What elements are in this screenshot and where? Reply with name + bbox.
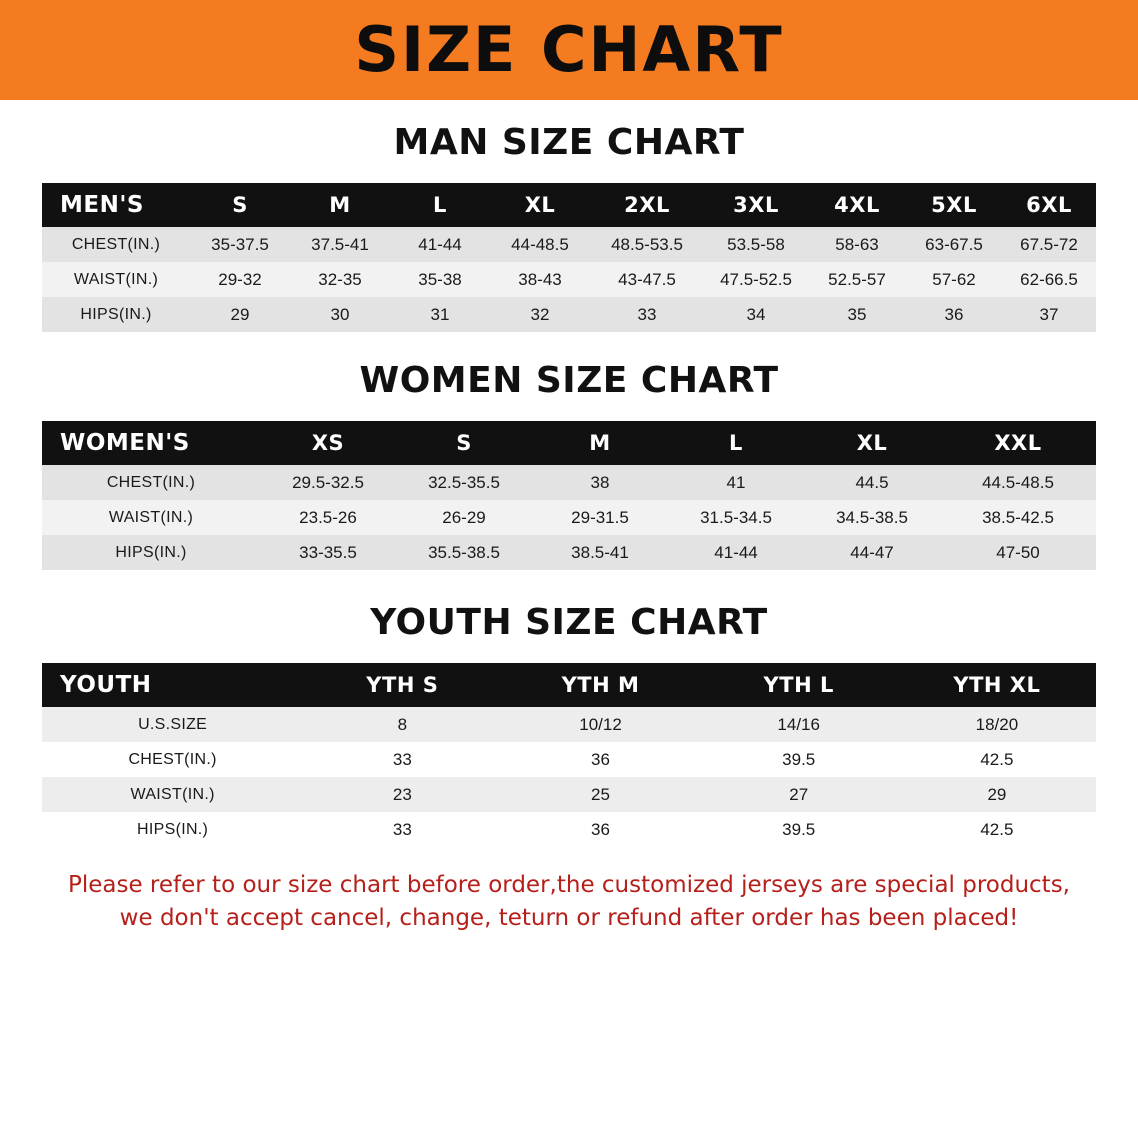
table-cell: 41-44 (668, 535, 804, 570)
table-cell: 33-35.5 (260, 535, 396, 570)
row-label: HIPS(IN.) (42, 812, 303, 847)
table-cell: 44.5 (804, 465, 940, 500)
table-cell: 39.5 (700, 812, 898, 847)
women-header-cell: S (456, 431, 472, 455)
table-cell: 33 (303, 812, 501, 847)
banner-title: SIZE CHART (354, 13, 784, 86)
youth-size-table (42, 663, 1096, 847)
youth-header-cell: YTH L (763, 673, 834, 697)
youth-header-row (42, 663, 1096, 707)
table-cell: 18/20 (898, 707, 1096, 742)
table-cell: 62-66.5 (1002, 262, 1096, 297)
table-cell: 44-48.5 (490, 227, 590, 262)
table-cell: 31.5-34.5 (668, 500, 804, 535)
table-cell: 39.5 (700, 742, 898, 777)
table-cell: 48.5-53.5 (590, 227, 704, 262)
table-cell: 41 (668, 465, 804, 500)
row-label: WAIST(IN.) (42, 777, 303, 812)
table-row (42, 227, 1096, 262)
man-table-wrap (42, 183, 1096, 332)
table-cell: 29.5-32.5 (260, 465, 396, 500)
row-label: CHEST(IN.) (42, 465, 260, 500)
man-header-cell: 6XL (1026, 193, 1072, 217)
row-label: CHEST(IN.) (42, 742, 303, 777)
table-cell: 23.5-26 (260, 500, 396, 535)
table-row (42, 465, 1096, 500)
youth-header-cell: YOUTH (60, 672, 152, 698)
row-label: U.S.SIZE (42, 707, 303, 742)
women-header-cell: M (589, 431, 611, 455)
row-label: WAIST(IN.) (42, 500, 260, 535)
table-cell: 23 (303, 777, 501, 812)
table-cell: 30 (290, 297, 390, 332)
table-cell: 34 (704, 297, 808, 332)
table-cell: 14/16 (700, 707, 898, 742)
youth-table-wrap (42, 663, 1096, 847)
man-header-cell: 3XL (733, 193, 779, 217)
table-cell: 47.5-52.5 (704, 262, 808, 297)
youth-section-heading: YOUTH SIZE CHART (370, 602, 768, 643)
table-row (42, 262, 1096, 297)
table-cell: 38.5-41 (532, 535, 668, 570)
man-header-row (42, 183, 1096, 227)
table-cell: 32.5-35.5 (396, 465, 532, 500)
table-cell: 29 (898, 777, 1096, 812)
table-cell: 35-37.5 (190, 227, 290, 262)
women-header-cell: WOMEN'S (60, 430, 190, 456)
table-cell: 42.5 (898, 742, 1096, 777)
table-cell: 32 (490, 297, 590, 332)
table-cell: 29 (190, 297, 290, 332)
table-cell: 58-63 (808, 227, 906, 262)
man-header-cell: S (232, 193, 248, 217)
women-header-cell: XL (856, 431, 888, 455)
man-header-cell: XL (524, 193, 556, 217)
table-cell: 38-43 (490, 262, 590, 297)
table-cell: 53.5-58 (704, 227, 808, 262)
table-row (42, 500, 1096, 535)
table-cell: 35 (808, 297, 906, 332)
table-cell: 44-47 (804, 535, 940, 570)
table-cell: 31 (390, 297, 490, 332)
table-cell: 57-62 (906, 262, 1002, 297)
women-header-cell: XS (311, 431, 345, 455)
row-label: HIPS(IN.) (42, 297, 190, 332)
table-cell: 37.5-41 (290, 227, 390, 262)
youth-header-cell: YTH S (366, 673, 439, 697)
table-row (42, 707, 1096, 742)
man-header-cell: M (329, 193, 351, 217)
man-header-cell: MEN'S (60, 192, 144, 218)
women-header-cell: XXL (994, 431, 1042, 455)
table-cell: 35-38 (390, 262, 490, 297)
table-cell: 26-29 (396, 500, 532, 535)
youth-header-cell: YTH XL (953, 673, 1041, 697)
table-cell: 32-35 (290, 262, 390, 297)
table-cell: 38.5-42.5 (940, 500, 1096, 535)
man-header-cell: L (433, 193, 447, 217)
table-cell: 36 (501, 812, 699, 847)
table-cell: 25 (501, 777, 699, 812)
table-cell: 36 (501, 742, 699, 777)
table-cell: 34.5-38.5 (804, 500, 940, 535)
table-cell: 41-44 (390, 227, 490, 262)
table-cell: 10/12 (501, 707, 699, 742)
women-header-row (42, 421, 1096, 465)
row-label: WAIST(IN.) (42, 262, 190, 297)
women-size-table (42, 421, 1096, 570)
man-header-cell: 5XL (931, 193, 977, 217)
disclaimer-line-2: we don't accept cancel, change, teturn or refund after order has been placed! (119, 904, 1019, 931)
table-cell: 63-67.5 (906, 227, 1002, 262)
table-cell: 33 (303, 742, 501, 777)
disclaimer-line-1: Please refer to our size chart before order,the customized jerseys are special products, (67, 872, 1070, 898)
table-cell: 52.5-57 (808, 262, 906, 297)
disclaimer-note (40, 869, 1098, 934)
women-header-cell: L (729, 431, 743, 455)
man-header-cell: 4XL (834, 193, 880, 217)
row-label: HIPS(IN.) (42, 535, 260, 570)
table-cell: 8 (303, 707, 501, 742)
table-cell: 47-50 (940, 535, 1096, 570)
table-row (42, 297, 1096, 332)
table-row (42, 812, 1096, 847)
table-cell: 38 (532, 465, 668, 500)
man-header-cell: 2XL (624, 193, 670, 217)
women-section-heading: WOMEN SIZE CHART (359, 360, 779, 401)
youth-header-cell: YTH M (561, 673, 640, 697)
table-cell: 33 (590, 297, 704, 332)
table-cell: 44.5-48.5 (940, 465, 1096, 500)
man-size-table (42, 183, 1096, 332)
table-cell: 43-47.5 (590, 262, 704, 297)
table-cell: 42.5 (898, 812, 1096, 847)
table-row (42, 742, 1096, 777)
banner (0, 0, 1138, 100)
row-label: CHEST(IN.) (42, 227, 190, 262)
table-cell: 29-32 (190, 262, 290, 297)
table-row (42, 777, 1096, 812)
table-cell: 27 (700, 777, 898, 812)
man-section-heading: MAN SIZE CHART (393, 122, 745, 163)
table-cell: 37 (1002, 297, 1096, 332)
table-row (42, 535, 1096, 570)
women-table-wrap (42, 421, 1096, 570)
table-cell: 35.5-38.5 (396, 535, 532, 570)
table-cell: 36 (906, 297, 1002, 332)
table-cell: 67.5-72 (1002, 227, 1096, 262)
table-cell: 29-31.5 (532, 500, 668, 535)
